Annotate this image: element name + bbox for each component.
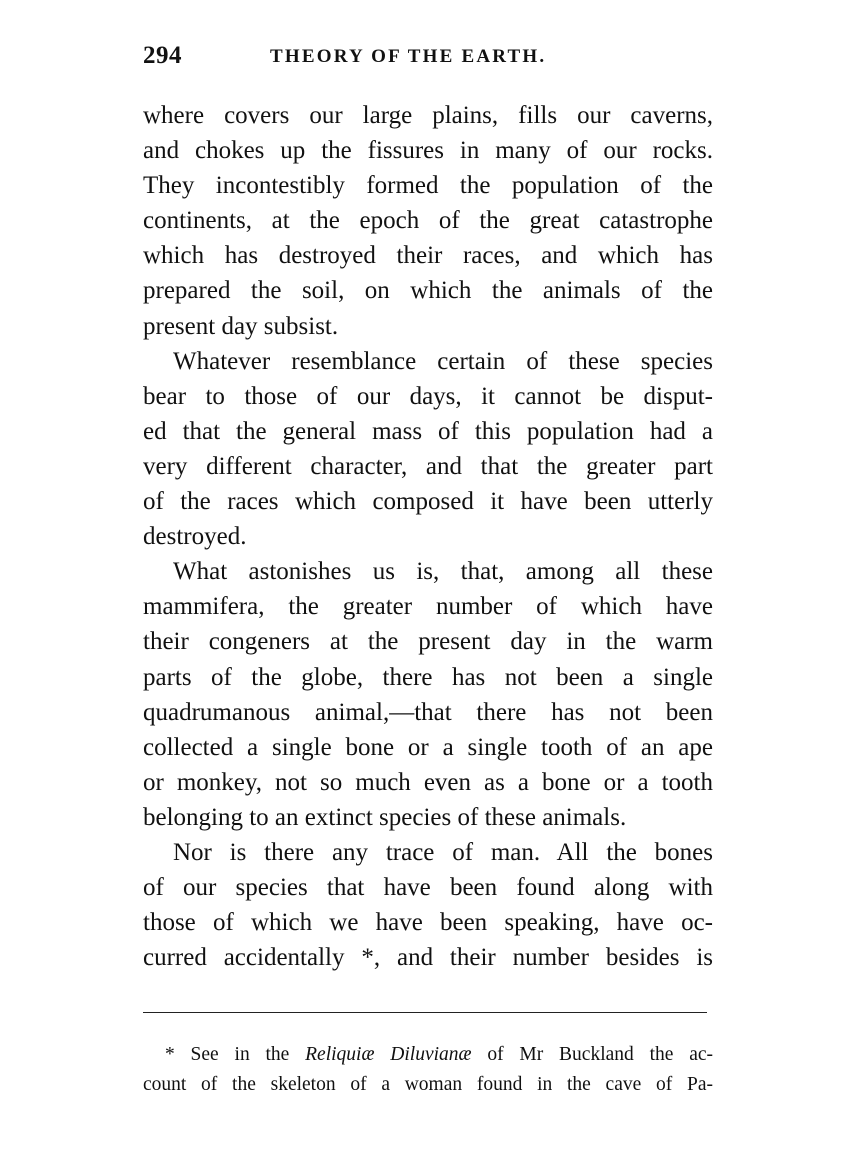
page-number: 294 <box>143 42 182 69</box>
text-line: curred accidentally *, and their number besides is <box>143 944 713 972</box>
text-line: They incontestibly formed the population of the <box>143 172 713 200</box>
footnote-line <box>143 1040 713 1070</box>
paragraph-start-line: What astonishes us is, that, among all these <box>173 558 713 586</box>
paragraph-start-line: Whatever resemblance certain of these species <box>173 347 713 375</box>
footnote <box>143 1040 713 1100</box>
text-line: belonging to an extinct species of these animals. <box>143 803 627 831</box>
text-line: and chokes up the fissures in many of our rocks. <box>143 137 713 165</box>
text-line: parts of the globe, there has not been a single <box>143 663 713 691</box>
text-line: of the races which composed it have been utterly <box>143 488 713 516</box>
text-line: where covers our large plains, fills our caverns, <box>143 102 713 129</box>
text-line: very different character, and that the greater part <box>143 452 713 480</box>
footnote-line: count of the skeleton of a woman found in the cave of Pa- <box>143 1074 713 1095</box>
text-line: ed that the general mass of this population had a <box>143 417 713 445</box>
footnote-text: * See in the <box>165 1044 306 1065</box>
text-line: mammifera, the greater number of which have <box>143 593 713 621</box>
text-line: continents, at the epoch of the great catastrophe <box>143 207 713 235</box>
text-line: or monkey, not so much even as a bone or a tooth <box>143 768 713 796</box>
text-line: destroyed. <box>143 523 247 551</box>
text-line: their congeners at the present day in the warm <box>143 628 713 656</box>
text-line: quadrumanous animal,—that there has not been <box>143 698 713 726</box>
text-line: those of which we have been speaking, have oc- <box>143 909 713 937</box>
text-line: which has destroyed their races, and which has <box>143 242 713 270</box>
footnote-book-title: Reliquiæ Diluvianæ <box>305 1044 472 1065</box>
body-text <box>143 98 713 975</box>
text-line: bear to those of our days, it cannot be disput- <box>143 382 713 410</box>
text-line: present day subsist. <box>143 312 339 340</box>
text-line: prepared the soil, on which the animals of the <box>143 277 713 305</box>
text-line: collected a single bone or a single tooth of an ape <box>143 733 713 761</box>
text-line: of our species that have been found along with <box>143 874 713 902</box>
running-title: THEORY OF THE EARTH. <box>270 46 547 67</box>
footnote-text: of Mr Buckland the ac- <box>471 1044 714 1065</box>
footnote-divider <box>143 1012 707 1013</box>
running-head <box>143 42 713 76</box>
paragraph-start-line: Nor is there any trace of man. All the bones <box>173 838 713 866</box>
